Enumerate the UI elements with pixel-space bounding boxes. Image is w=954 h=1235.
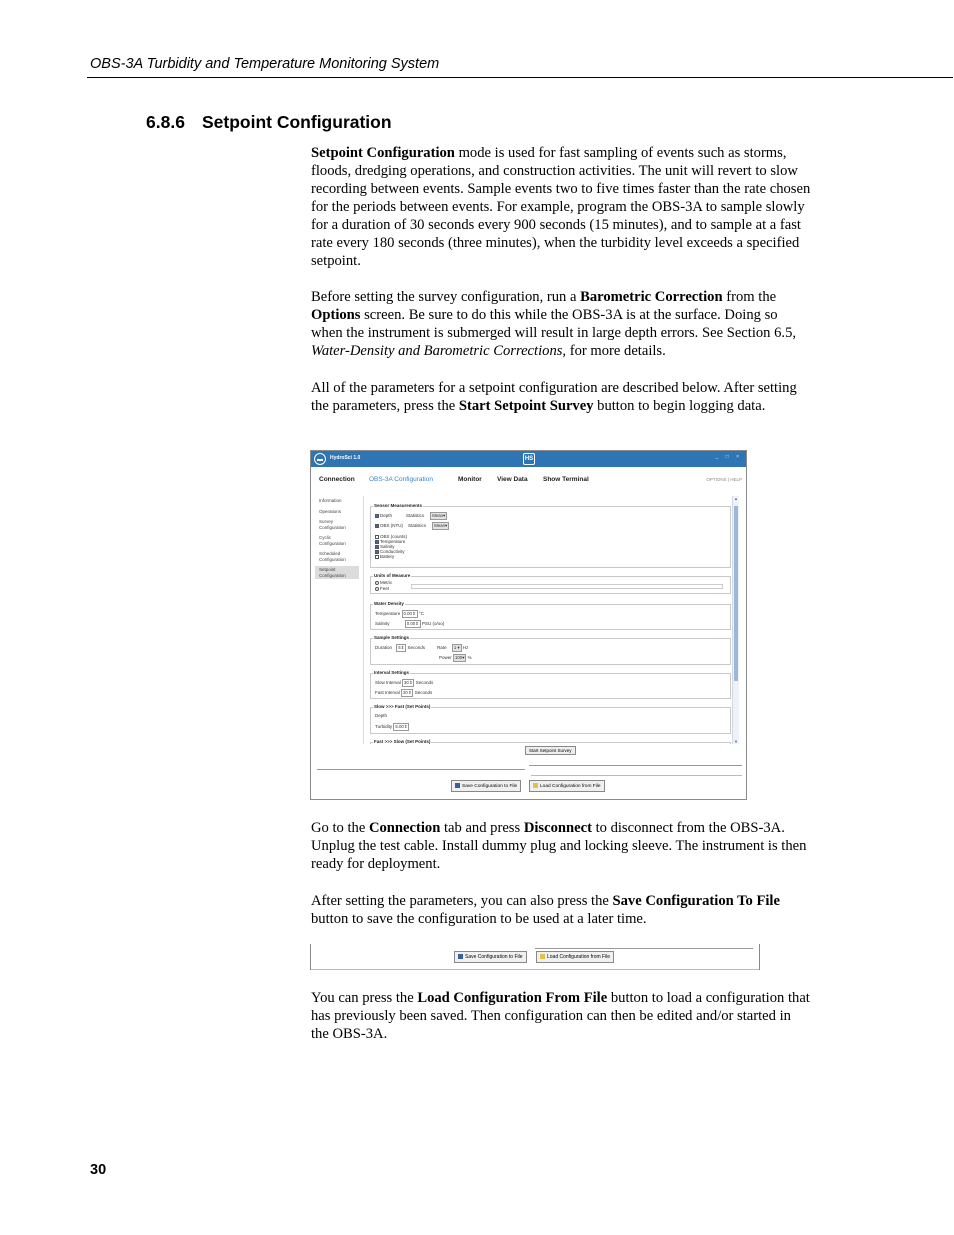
group-interval-settings (370, 670, 731, 699)
label: Turbidity (375, 724, 393, 729)
tab-show-terminal[interactable]: Show Terminal (543, 476, 589, 483)
folder-open-icon (533, 783, 538, 788)
label: Rate (437, 645, 447, 650)
button-label: Save Configuration to File (462, 783, 518, 789)
options-help-links[interactable]: OPTIONS | HELP (706, 477, 742, 482)
text-run: Go to the (311, 820, 369, 836)
label: Battery (380, 554, 395, 559)
bold-term: Options (311, 307, 361, 323)
text-run: from the (722, 289, 777, 305)
unit: Seconds (415, 680, 434, 685)
metric-radio[interactable] (375, 581, 379, 585)
text-run: screen. Be sure to do this while the OBS-3A is at the surface. Doing so when the instrument is submerged will result in large depth errors. See Section 6.5, (311, 307, 797, 341)
label: Statistics (406, 513, 425, 518)
header-rule (87, 77, 953, 78)
label: Salinity (375, 621, 390, 626)
section-heading (146, 112, 392, 133)
slow-interval-input[interactable]: 30⇕ (404, 680, 413, 685)
button-label: Load Configuration from File (547, 954, 611, 960)
group-title: Interval Settings (374, 670, 410, 675)
floppy-disk-icon (455, 783, 460, 788)
row-water-salinity (375, 620, 444, 628)
select-value: Mean (434, 523, 446, 528)
turbidity-setpoint-input[interactable]: 5.00⇕ (395, 724, 408, 729)
input-value: 0.00 (403, 611, 412, 616)
paragraph-load (311, 989, 811, 1043)
config-scroll-panel (363, 496, 739, 744)
unit: Seconds (407, 645, 426, 650)
text-run: All of the parameters for a setpoint configuration are described below. After setting the parameters, press the (311, 380, 797, 414)
text-run: to disconnect from the OBS-3A. Unplug the test cable. Install dummy plug and locking sleeve. The instrument is then ready for deployment. (311, 820, 807, 872)
side-item-information[interactable]: Information (319, 498, 342, 503)
floppy-disk-icon (458, 954, 463, 959)
separator-line (317, 769, 525, 770)
label: Salinity (380, 544, 395, 549)
strip-line (535, 948, 753, 949)
buttons-screenshot (310, 944, 760, 970)
input-value: 0.00 (406, 621, 416, 626)
strip-border (310, 944, 311, 970)
save-configuration-button[interactable] (451, 780, 521, 792)
separator-line (529, 765, 742, 766)
text-run: button to load a configuration that has previously been saved. Then configuration can then be edited and/or started in the OBS-3A. (311, 990, 810, 1042)
group-fast-to-slow (370, 739, 731, 744)
text-run: button to save the configuration to be used at a later time. (311, 911, 647, 927)
row-duration (375, 644, 468, 652)
label: Power (439, 655, 452, 660)
side-item-scheduled[interactable]: Scheduled Configuration (319, 551, 346, 562)
unit: PSU (o/oo) (422, 621, 445, 626)
group-water-density (370, 601, 731, 630)
side-item-setpoint[interactable]: Setpoint Configuration (315, 566, 359, 579)
feet-radio[interactable] (375, 587, 379, 591)
select-value: 1 (453, 645, 457, 650)
text-run: Before setting the survey configuration, run a (311, 289, 581, 305)
row-metric (375, 580, 392, 585)
select-value: 100 (455, 655, 463, 660)
label: Duration (375, 645, 393, 650)
input-value: 20 (403, 690, 408, 695)
hydrosci-badge-icon: HS (523, 453, 535, 465)
bold-term: Barometric Correction (580, 289, 723, 305)
load-configuration-button[interactable] (536, 951, 614, 963)
battery-checkbox[interactable] (375, 555, 379, 559)
bold-term: Disconnect (523, 820, 592, 836)
scroll-up-icon[interactable]: ▲ (734, 496, 738, 501)
label: Feet (380, 586, 390, 591)
folder-open-icon (540, 954, 545, 959)
text-run: , for more details. (562, 343, 666, 359)
bold-term: Connection (368, 820, 441, 836)
group-title: Fast >>> Slow (Set Points) (374, 739, 431, 744)
app-titlebar (311, 451, 746, 467)
bold-term: Start Setpoint Survey (458, 398, 594, 414)
select-value: Mean (432, 513, 444, 518)
bold-term: Save Configuration To File (612, 893, 780, 909)
side-item-survey[interactable]: Survey Configuration (319, 519, 346, 530)
group-title: Sensor Measurements (374, 503, 423, 508)
units-bar (411, 584, 723, 589)
depth-checkbox[interactable] (375, 514, 379, 518)
group-title: Units of Measure (374, 573, 411, 578)
button-label: Load Configuration from File (540, 783, 601, 789)
side-item-operations[interactable]: Operations (319, 508, 342, 514)
input-value: 5.00 (395, 724, 404, 729)
separator-line (531, 775, 742, 776)
row-battery (375, 554, 394, 559)
label: OBS (counts) (380, 534, 408, 539)
side-item-cyclic[interactable]: Cyclic Configuration (319, 535, 346, 546)
group-title: Slow >>> Fast (Set Points) (374, 704, 431, 709)
fast-interval-input[interactable]: 20⇕ (403, 690, 412, 695)
paragraph-intro (311, 144, 811, 270)
hydrosci-screenshot (310, 450, 747, 800)
app-tabs (311, 473, 746, 487)
duration-input[interactable]: 5⇕ (398, 645, 405, 650)
group-slow-to-fast (370, 704, 731, 734)
row-obs-ntu (375, 522, 449, 530)
group-title: Sample Settings (374, 635, 410, 640)
label: Conductivity (380, 549, 405, 554)
unit: Hz (462, 645, 469, 650)
row-feet (375, 586, 389, 591)
row-slow-interval (375, 679, 433, 687)
obs-ntu-checkbox[interactable] (375, 524, 379, 528)
load-configuration-button[interactable] (529, 780, 605, 792)
rate-select[interactable]: 1 ▾ (453, 645, 460, 650)
input-value: 5 (398, 645, 401, 650)
running-header: OBS-3A Turbidity and Temperature Monitoring System (90, 56, 440, 72)
bold-term: Setpoint Configuration (311, 145, 455, 161)
label: Fast Interval (375, 690, 400, 695)
label: Depth (380, 513, 393, 518)
save-configuration-button[interactable] (454, 951, 527, 963)
page-number: 30 (90, 1162, 107, 1178)
tab-view-data[interactable]: View Data (497, 476, 528, 483)
strip-border (759, 944, 760, 970)
power-select[interactable]: 100▾ (455, 655, 465, 660)
input-value: 30 (404, 680, 409, 685)
label: Metric (380, 580, 393, 585)
section-title: Setpoint Configuration (202, 112, 392, 132)
paragraph-parameters (311, 379, 811, 415)
row-setpoint-depth (375, 713, 387, 718)
tab-monitor[interactable]: Monitor (458, 476, 482, 483)
row-depth (375, 512, 447, 520)
start-setpoint-survey-button[interactable]: Start Setpoint Survey (525, 746, 576, 755)
text-run: You can press the (311, 990, 418, 1006)
side-nav (315, 497, 359, 582)
strip-line (311, 969, 759, 970)
text-run: button to begin logging data. (593, 398, 766, 414)
group-title: Water Density (374, 601, 404, 606)
row-fast-interval (375, 689, 432, 697)
paragraph-save (311, 892, 811, 928)
unit: °C (418, 611, 424, 616)
app-logo-icon (314, 453, 326, 465)
section-number: 6.8.6 (146, 112, 185, 132)
group-units (370, 573, 731, 594)
label: Temperature (375, 611, 401, 616)
scrollbar-thumb[interactable] (734, 506, 738, 681)
text-run: mode is used for fast sampling of events such as storms, floods, dredging operations, and construction activities. The unit will revert to slow recording between events. Sample events two to five times faster than the rate chosen for the periods between events. For example, program the OBS-3A to sample slowly for a duration of 30 seconds every 900 seconds (15 minutes), and to sample at a fast rate every 180 seconds (three minutes), when the turbidity level exceeds a specified setpoint. (311, 145, 811, 269)
water-salinity-input[interactable]: 0.00⇕ (406, 621, 419, 626)
label: OBS (NTU) (380, 523, 403, 528)
text-run: After setting the parameters, you can also press the (311, 893, 613, 909)
label: Statistics (408, 523, 427, 528)
scroll-down-icon[interactable]: ▼ (734, 739, 738, 744)
group-sensor-measurements (370, 503, 731, 568)
bold-term: Load Configuration From File (417, 990, 608, 1006)
label: Temperature (380, 539, 406, 544)
paragraph-barometric (311, 288, 811, 360)
bottom-separator (317, 765, 742, 775)
tab-connection[interactable]: Connection (319, 476, 355, 483)
depth-statistics-select[interactable]: Mean▾ (432, 513, 446, 518)
obs-statistics-select[interactable]: Mean▾ (434, 523, 448, 528)
unit: Seconds (414, 690, 433, 695)
paragraph-disconnect (311, 819, 811, 873)
label: Slow Interval (375, 680, 401, 685)
tab-obs3a-configuration[interactable]: OBS-3A Configuration (369, 476, 433, 483)
app-title: HydroSci 1.0 (330, 455, 361, 461)
label: Depth (375, 713, 388, 718)
row-power (439, 654, 472, 662)
text-run: tab and press (440, 820, 524, 836)
row-setpoint-turbidity (375, 723, 409, 731)
group-sample-settings (370, 635, 731, 665)
water-temperature-input[interactable]: 0.00⇕ (403, 611, 416, 616)
button-label: Save Configuration to File (465, 954, 523, 960)
italic-reference: Water-Density and Barometric Corrections (311, 343, 563, 359)
unit: % (467, 655, 472, 660)
window-controls[interactable]: _ □ × (715, 454, 742, 460)
vertical-scrollbar[interactable] (732, 496, 739, 744)
row-water-temperature (375, 610, 424, 618)
